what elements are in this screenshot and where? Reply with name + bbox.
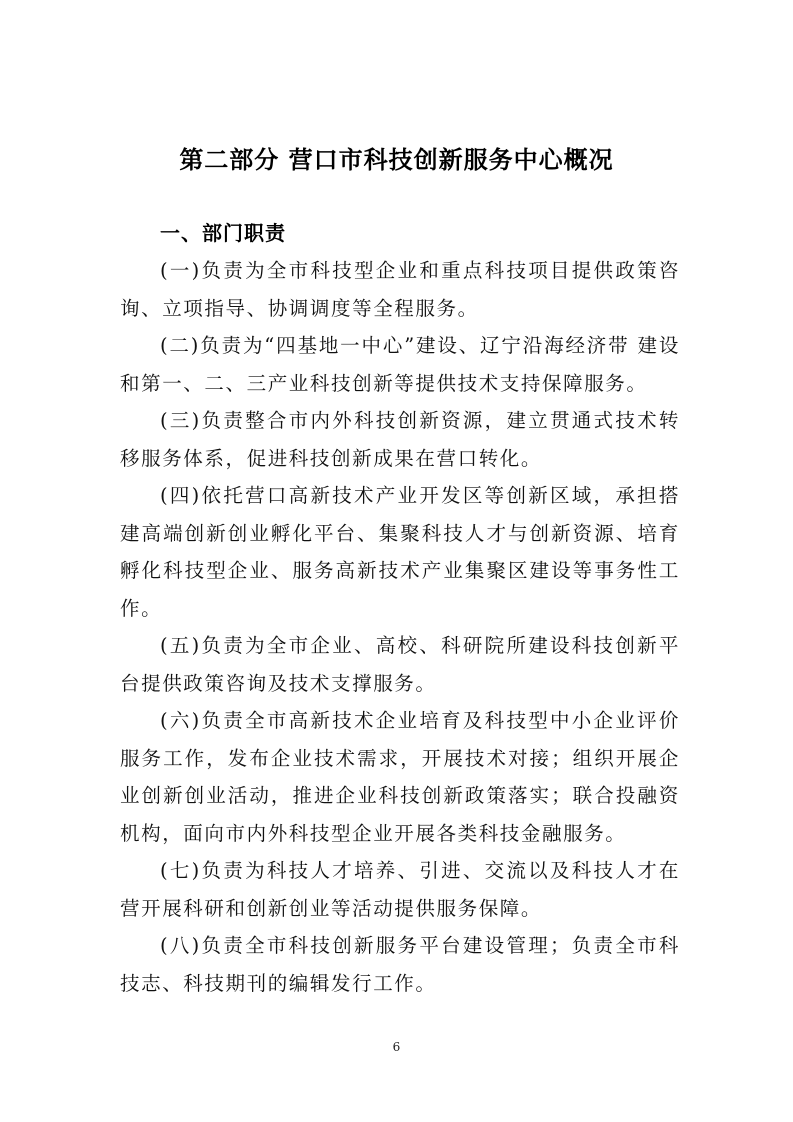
- page-title: 第二部分 营口市科技创新服务中心概况: [179, 146, 614, 174]
- paragraph-duty-6: (六)负责全市高新技术企业培育及科技型中小企业评价服务工作，发布企业技术需求，开展技术对接；组织开展企业创新创业活动，推进企业科技创新政策落实；联合投融资机构，面向市内外科技型企业开展各类科技金融服务。: [120, 709, 680, 845]
- document-body: [120, 252, 680, 1002]
- paragraph-duty-1: (一)负责为全市科技型企业和重点科技项目提供政策咨询、立项指导、协调调度等全程服务。: [120, 259, 680, 320]
- paragraph-duty-3: (三)负责整合市内外科技创新资源，建立贯通式技术转移服务体系，促进科技创新成果在营口转化。: [120, 409, 680, 470]
- paragraph-duty-2: (二)负责为“四基地一中心”建设、辽宁沿海经济带 建设和第一、二、三产业科技创新等提供技术支持保障服务。: [120, 334, 680, 395]
- page-number: 6: [392, 1040, 401, 1054]
- paragraph-duty-4: (四)依托营口高新技术产业开发区等创新区域，承担搭建高端创新创业孵化平台、集聚科技人才与创新资源、培育孵化科技型企业、服务高新技术产业集聚区建设等事务性工作。: [120, 484, 680, 620]
- paragraph-duty-7: (七)负责为科技人才培养、引进、交流以及科技人才在营开展科研和创新创业等活动提供服务保障。: [120, 859, 680, 920]
- paragraph-duty-5: (五)负责为全市企业、高校、科研院所建设科技创新平台提供政策咨询及技术支撑服务。: [120, 634, 680, 695]
- section-heading: 一、部门职责: [160, 221, 286, 245]
- paragraph-duty-8: (八)负责全市科技创新服务平台建设管理；负责全市科技志、科技期刊的编辑发行工作。: [120, 934, 680, 995]
